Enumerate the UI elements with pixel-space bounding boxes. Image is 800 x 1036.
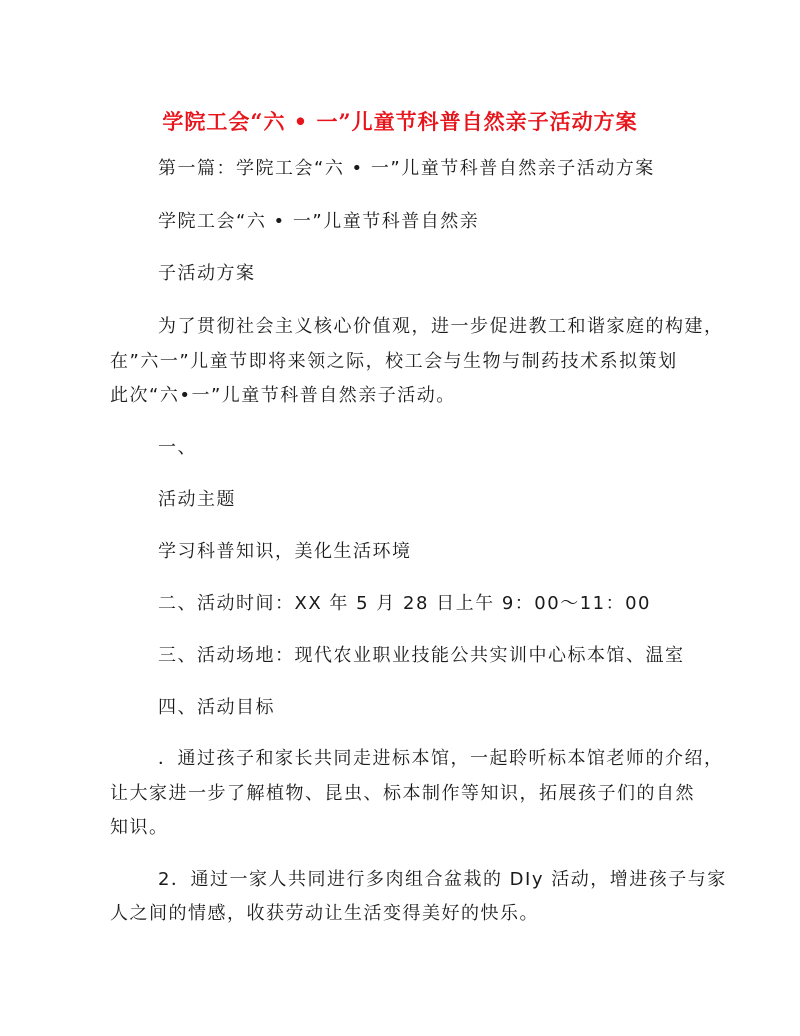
text-line: 知识。 [110, 817, 169, 838]
text-line: 让大家进一步了解植物、昆虫、标本制作等知识，拓展孩子们的自然 [110, 783, 695, 804]
text-line: 四、活动目标 [158, 697, 275, 718]
text-line: 为了贯彻社会主义核心价值观，进一步促进教工和谐家庭的构建， [158, 316, 724, 337]
text-line: 2．通过一家人共同进行多肉组合盆栽的 DIy 活动，增进孩子与家 [158, 869, 727, 890]
text-line: 第一篇：学院工会“六 • 一”儿童节科普自然亲子活动方案 [158, 158, 655, 179]
text-line: 学习科普知识，美化生活环境 [158, 541, 412, 562]
text-line: 在”六一”儿童节即将来领之际，校工会与生物与制药技术系拟策划 [110, 351, 678, 372]
text-line: 二、活动时间：XX 年 5 月 28 日上午 9：00～11：00 [158, 593, 652, 614]
text-line: 学院工会“六 • 一”儿童节科普自然亲 [158, 211, 480, 232]
text-line: 活动主题 [158, 489, 236, 510]
text-line: 子活动方案 [158, 263, 256, 284]
text-line: 此次“六•一”儿童节科普自然亲子活动。 [110, 385, 456, 406]
text-line: 一、 [158, 437, 197, 458]
text-line: 人之间的情感，收获劳动让生活变得美好的快乐。 [110, 903, 539, 924]
text-line: ．通过孩子和家长共同走进标本馆，一起聆听标本馆老师的介绍， [158, 748, 724, 769]
document-title: 学院工会“六 • 一”儿童节科普自然亲子活动方案 [162, 109, 638, 134]
text-line: 三、活动场地：现代农业职业技能公共实训中心标本馆、温室 [158, 645, 685, 666]
